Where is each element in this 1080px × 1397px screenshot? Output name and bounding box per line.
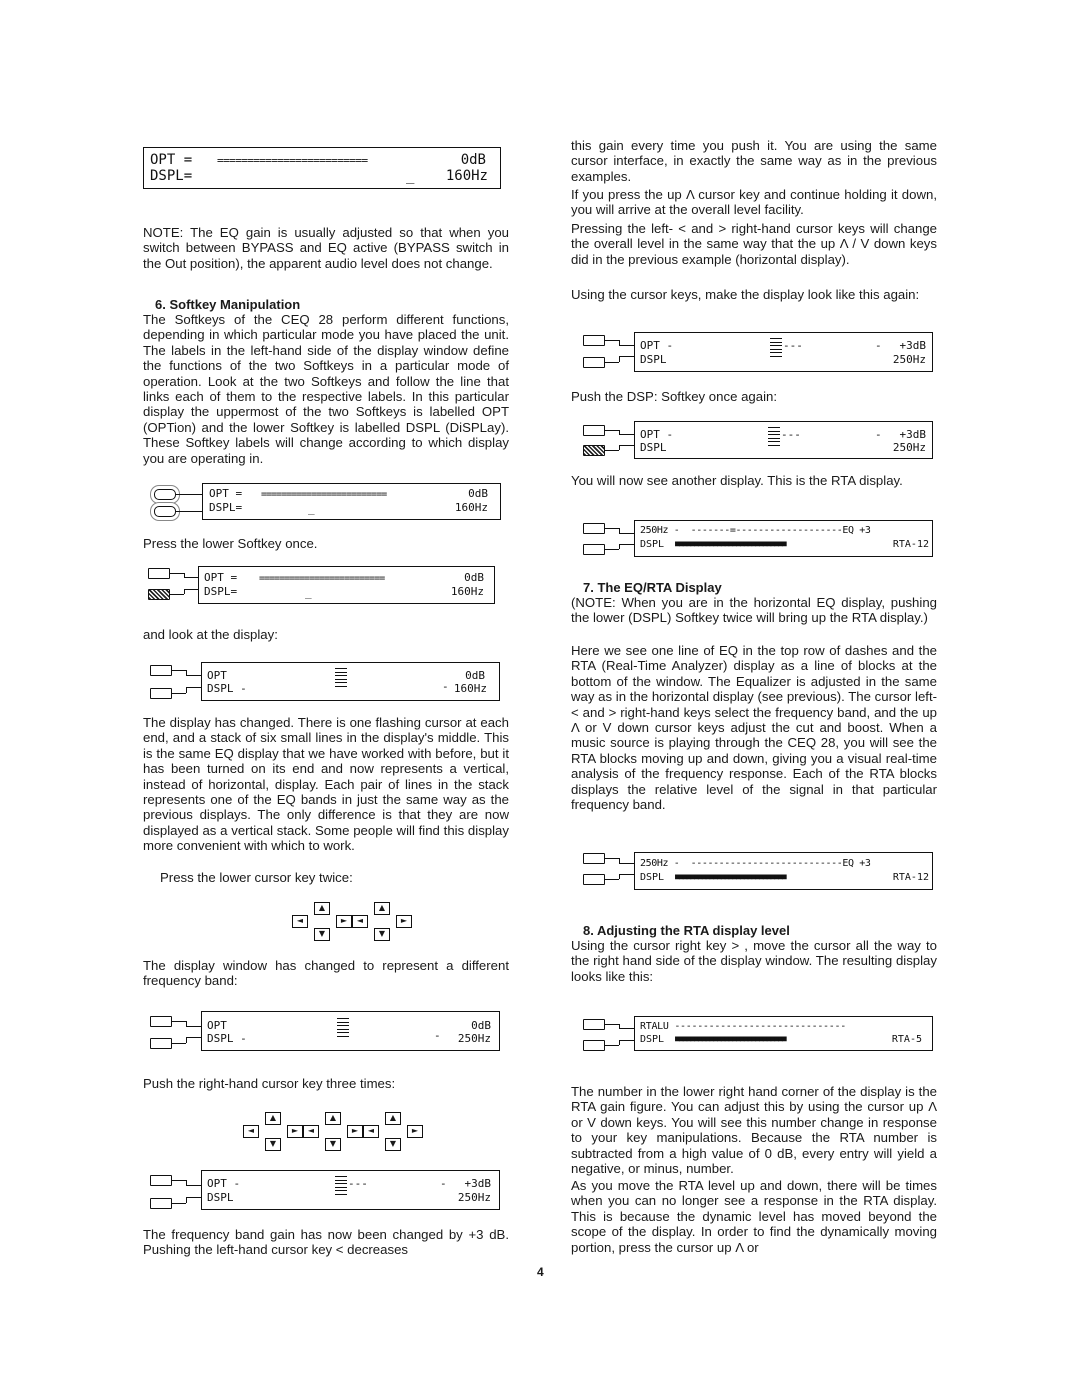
left-right-paragraph: Pressing the left- < and > right-hand cursor keys will change the overall level in the same way that the up Λ / V down keys did in the previous example (horizontal display).	[571, 221, 937, 267]
down-key[interactable]: ▼	[325, 1138, 341, 1151]
lcd-display-rta-level	[634, 1016, 933, 1051]
lcd-row1-value: 0dB	[471, 1019, 491, 1032]
upper-softkey[interactable]	[583, 335, 605, 346]
upper-softkey-line	[605, 1024, 619, 1025]
upper-softkey-line	[605, 430, 619, 431]
up-key[interactable]: ▲	[374, 902, 390, 915]
lower-softkey-line	[605, 549, 619, 550]
lcd-row1-label: OPT	[207, 669, 227, 682]
lcd-row1-eq-line: 250Hz - ---------------------------EQ +3	[640, 858, 871, 869]
right-key[interactable]: ►	[336, 915, 352, 928]
eq-band-boost: ---	[781, 428, 801, 441]
lcd-row1-dashes: =========================	[261, 489, 387, 500]
lower-softkey[interactable]	[154, 506, 176, 517]
down-key[interactable]: ▼	[385, 1138, 401, 1151]
right-key[interactable]: ►	[396, 915, 412, 928]
upper-softkey-line	[172, 1180, 186, 1181]
eqrta-note-paragraph: (NOTE: When you are in the horizontal EQ display, pushing the lower (DSPL) Softkey twice will bring up the RTA display.)	[571, 595, 937, 626]
lcd-row2-label: DSPL	[640, 1034, 665, 1045]
up-key[interactable]: ▲	[325, 1112, 341, 1125]
lcd-row1-dashes: =========================	[217, 154, 368, 167]
lcd-row2-value: 160Hz	[445, 168, 488, 184]
lcd-row1-rta-level: RTALU ------------------------------	[640, 1021, 846, 1032]
note-paragraph: NOTE: The EQ gain is usually adjusted so that when you switch between BYPASS and EQ active (BYPASS switch in the Out position), the apparent audio level does not change.	[143, 225, 509, 271]
lower-softkey-line	[605, 362, 619, 363]
lower-softkey-line	[186, 1197, 201, 1198]
lower-softkey-line	[605, 450, 619, 451]
lcd-row2-value: 250Hz	[892, 353, 926, 366]
lower-softkey-line	[176, 511, 202, 512]
lower-softkey-line	[186, 1037, 201, 1038]
lcd-row2-value: 160Hz	[454, 501, 488, 514]
upper-softkey-line	[605, 340, 619, 341]
lcd-display-rta-2	[634, 852, 933, 890]
press-lower-softkey-text: Press the lower Softkey once.	[143, 536, 318, 551]
lcd-display-250hz	[201, 1011, 500, 1051]
rta-blocks: ■■■■■■■■■■■■■■■■■■■■■■■■■■■■■	[675, 539, 786, 548]
lcd-row1-dashes: =========================	[259, 573, 385, 584]
lcd-row1-label: OPT =	[204, 571, 238, 584]
upper-softkey-line	[619, 345, 634, 346]
look-at-display-text: and look at the display:	[143, 627, 278, 642]
up-key[interactable]: ▲	[385, 1112, 401, 1125]
eq-band-stack	[335, 1176, 347, 1198]
upper-softkey[interactable]	[583, 853, 605, 864]
lower-softkey-line	[619, 874, 634, 875]
upper-softkey-line	[605, 528, 619, 529]
lower-softkey-line	[184, 589, 198, 590]
right-key[interactable]: ►	[287, 1125, 303, 1138]
upper-softkey-line	[619, 863, 634, 864]
lcd-row2-value: 250Hz	[457, 1191, 491, 1204]
lcd-display-vertical-eq	[201, 662, 500, 701]
left-key[interactable]: ◄	[303, 1125, 319, 1138]
lcd-row2-label: DSPL	[640, 872, 665, 883]
upper-softkey-line	[170, 573, 184, 574]
rta-move-paragraph: As you move the RTA level up and down, there will be times when you can no longer see a response in the RTA display. This is because the dynamic level has moved beyond the scope of the display. In order to find the dynamically moving portion, press the cursor up Λ or	[571, 1178, 937, 1255]
lcd-row2-label: DSPL=	[204, 585, 238, 598]
right-key[interactable]: ►	[407, 1125, 423, 1138]
lcd-row2-label: DSPL=	[150, 168, 193, 184]
push-dsp-text: Push the DSP: Softkey once again:	[571, 389, 777, 404]
lcd-row2-cursor: _	[308, 502, 315, 515]
lcd-row2-label: DSPL	[640, 353, 667, 366]
lower-softkey-line	[605, 879, 619, 880]
lcd-row1-cursor: -	[875, 339, 882, 352]
down-key[interactable]: ▼	[265, 1138, 281, 1151]
lower-softkey-line	[172, 693, 186, 694]
eq-band-stack	[335, 668, 347, 690]
lcd-display-after-press	[198, 566, 495, 604]
upper-softkey-line	[605, 858, 619, 859]
lcd-row1-label: OPT =	[150, 152, 193, 168]
lcd-display-plus3db	[201, 1170, 500, 1210]
lcd-row1-label: OPT -	[640, 339, 674, 352]
lcd-row2-label: DSPL	[640, 441, 667, 454]
eqrta-paragraph: Here we see one line of EQ in the top row of dashes and the RTA (Real-Time Analyzer) display as a line of blocks at the bottom of the window. The Equalizer is adjusted in the same way as in the horizontal display (see previous). The cursor left- < and > right-hand keys select the frequency band, and the up Λ or V down cursor keys adjust the cut and boost. When a music source is playing through the CEQ 28, you will see the RTA blocks moving up and down, giving you a visual real-time analysis of the frequency response. Each of the RTA blocks displays the relative level of the signal in that particular frequency band.	[571, 643, 937, 813]
lcd-row2-label: DSPL	[640, 539, 665, 550]
upper-softkey-line	[172, 670, 186, 671]
window-changed-paragraph: The display window has changed to represent a different frequency band:	[143, 958, 509, 989]
lower-softkey[interactable]	[150, 1198, 172, 1209]
upper-softkey[interactable]	[150, 1175, 172, 1186]
lcd-row1-value: 0dB	[465, 669, 485, 682]
upper-softkey[interactable]	[583, 1019, 605, 1030]
lcd-row1-label: OPT =	[209, 487, 243, 500]
lower-softkey[interactable]	[150, 1038, 172, 1049]
down-key[interactable]: ▼	[374, 928, 390, 941]
eq-band-boost: ---	[783, 339, 803, 352]
upper-softkey[interactable]	[150, 1016, 172, 1027]
section-7-heading: 7. The EQ/RTA Display	[583, 580, 722, 595]
left-key[interactable]: ◄	[363, 1125, 379, 1138]
lcd-row2-value: RTA-5	[891, 1034, 922, 1045]
lcd-row1-eq-line: 250Hz - -------=-------------------EQ +3	[640, 525, 871, 536]
lcd-row1-value: +3dB	[464, 1177, 491, 1190]
lcd-row1-label: OPT -	[640, 428, 674, 441]
lcd-row2-label: DSPL -	[207, 682, 247, 695]
lower-softkey-line	[172, 1043, 186, 1044]
lower-softkey[interactable]	[150, 688, 172, 699]
display-changed-paragraph: The display has changed. There is one flashing cursor at each end, and a stack of six small lines in the display's middle. This is the same EQ display that we have worked with before, but it has been turned on its end and now represents a vertical, instead of horizontal, display. Each pair of lines in the stack represents one of the EQ bands in just the same way as the previous displays. The only difference is that they are now displayed as a vertical stack. Some people will find this display more convenient with which to work.	[143, 715, 509, 854]
lcd-row2-cursor: -	[442, 680, 449, 693]
lcd-row2-value: 250Hz	[892, 441, 926, 454]
lower-softkey-line	[170, 594, 184, 595]
adjust-rta-paragraph: Using the cursor right key > , move the cursor all the way to the right hand side of the display window. The resulting display looks like this:	[571, 938, 937, 984]
up-key[interactable]: ▲	[265, 1112, 281, 1125]
up-key[interactable]: ▲	[314, 902, 330, 915]
lcd-row2-value: RTA-12	[892, 539, 929, 550]
right-key[interactable]: ►	[347, 1125, 363, 1138]
lower-softkey[interactable]	[583, 1040, 605, 1051]
lcd-row2-value: 250Hz	[457, 1032, 491, 1045]
lcd-display-plus3db-right	[634, 332, 933, 372]
rta-blocks: ■■■■■■■■■■■■■■■■■■■■■■■■■■■■■	[675, 872, 786, 881]
lcd-display-eq-horizontal-large	[143, 147, 501, 189]
lcd-row2-value: RTA-12	[892, 872, 929, 883]
lower-softkey-pressed[interactable]	[583, 445, 605, 456]
softkey-paragraph: The Softkeys of the CEQ 28 perform different functions, depending in which particular mode you have placed the unit. The labels in the left-hand side of the display window define the functions of the two Softkeys in a particular mode of operation. Look at the two Softkeys and follow the line that links each of them to the respective labels. In this particular display the uppermost of the two Softkeys is labelled OPT (OPTion) and the lower Softkey is labelled DSPL (DiSPLay). These Softkey labels will change according to which display you are operating in.	[143, 312, 509, 466]
upper-softkey-line	[186, 675, 201, 676]
lower-softkey-line	[619, 1040, 634, 1041]
eq-band-stack	[768, 427, 780, 449]
lcd-row2-cursor: -	[434, 1029, 441, 1042]
lcd-display-softkey-labels	[202, 483, 501, 520]
lower-softkey-pressed[interactable]	[148, 589, 170, 600]
left-key[interactable]: ◄	[292, 915, 308, 928]
upper-softkey-line	[619, 434, 634, 435]
upper-softkey[interactable]	[154, 489, 176, 500]
lcd-display-before-rta	[634, 421, 933, 459]
lower-softkey-line	[605, 1045, 619, 1046]
eq-band-stack	[770, 338, 782, 360]
eq-band-boost: ---	[348, 1177, 368, 1190]
eq-band-stack	[337, 1018, 349, 1040]
upper-softkey-line	[619, 1028, 634, 1029]
left-key[interactable]: ◄	[243, 1125, 259, 1138]
lcd-row2-label: DSPL	[207, 1191, 234, 1204]
lower-softkey-line	[619, 445, 634, 446]
lcd-row2-value: 160Hz	[450, 585, 484, 598]
upper-softkey-line	[172, 1021, 186, 1022]
push-right-three-text: Push the right-hand cursor key three times:	[143, 1076, 396, 1091]
lcd-row2-value: 160Hz	[453, 682, 487, 695]
lcd-row1-value: 0dB	[468, 487, 488, 500]
upper-softkey-line	[184, 577, 198, 578]
using-cursor-paragraph: Using the cursor keys, make the display look like this again:	[571, 287, 920, 302]
lower-softkey[interactable]	[583, 874, 605, 885]
press-cursor-twice-text: Press the lower cursor key twice:	[160, 870, 353, 885]
section-8-heading: 8. Adjusting the RTA display level	[583, 923, 790, 938]
upper-softkey[interactable]	[583, 523, 605, 534]
down-key[interactable]: ▼	[314, 928, 330, 941]
lower-softkey[interactable]	[583, 544, 605, 555]
lcd-row1-label: OPT -	[207, 1177, 241, 1190]
lcd-row1-label: OPT	[207, 1019, 227, 1032]
lower-softkey-line	[619, 356, 634, 357]
lcd-row2-cursor: _	[406, 168, 415, 184]
lower-softkey-line	[186, 687, 201, 688]
upper-softkey[interactable]	[583, 425, 605, 436]
lcd-row2-cursor: _	[305, 586, 312, 599]
lcd-row1-cursor: -	[875, 428, 882, 441]
lcd-row1-cursor: -	[440, 1177, 447, 1190]
gain-changed-paragraph: The frequency band gain has now been changed by +3 dB. Pushing the left-hand cursor key < decreases	[143, 1227, 509, 1258]
left-key[interactable]: ◄	[352, 915, 368, 928]
upper-softkey-line	[186, 1185, 201, 1186]
upper-softkey[interactable]	[148, 568, 170, 579]
lower-softkey-line	[619, 544, 634, 545]
lcd-row1-value: +3dB	[899, 339, 926, 352]
lcd-row2-label: DSPL -	[207, 1032, 247, 1045]
page-number: 4	[537, 1265, 544, 1279]
rta-intro-paragraph: You will now see another display. This is the RTA display.	[571, 473, 903, 488]
upper-softkey-line	[186, 1026, 201, 1027]
upper-softkey-line	[176, 494, 202, 495]
lcd-row1-value: 0dB	[464, 571, 484, 584]
lower-softkey[interactable]	[583, 357, 605, 368]
upper-softkey-line	[619, 533, 634, 534]
rta-number-paragraph: The number in the lower right hand corner of the display is the RTA gain figure. You can adjust this by using the cursor up Λ or V down keys. You will see this number change in response to your key manipulations. Because the RTA number is subtracted from a high value of 0 dB, every entry will yield a negative, or minus, number.	[571, 1084, 937, 1177]
up-key-paragraph: If you press the up Λ cursor key and continue holding it down, you will arrive at the overall level facility.	[571, 187, 937, 218]
continue-paragraph: this gain every time you push it. You are using the same cursor interface, in exactly the same way as in the previous examples.	[571, 138, 937, 184]
lower-softkey-line	[172, 1203, 186, 1204]
upper-softkey[interactable]	[150, 665, 172, 676]
lcd-row1-value: 0dB	[460, 152, 486, 168]
lcd-display-rta	[634, 520, 933, 557]
section-6-heading: 6. Softkey Manipulation	[155, 297, 301, 312]
rta-blocks: ■■■■■■■■■■■■■■■■■■■■■■■■■■■■■	[675, 1034, 786, 1043]
lcd-row1-value: +3dB	[899, 428, 926, 441]
lcd-row2-label: DSPL=	[209, 501, 243, 514]
